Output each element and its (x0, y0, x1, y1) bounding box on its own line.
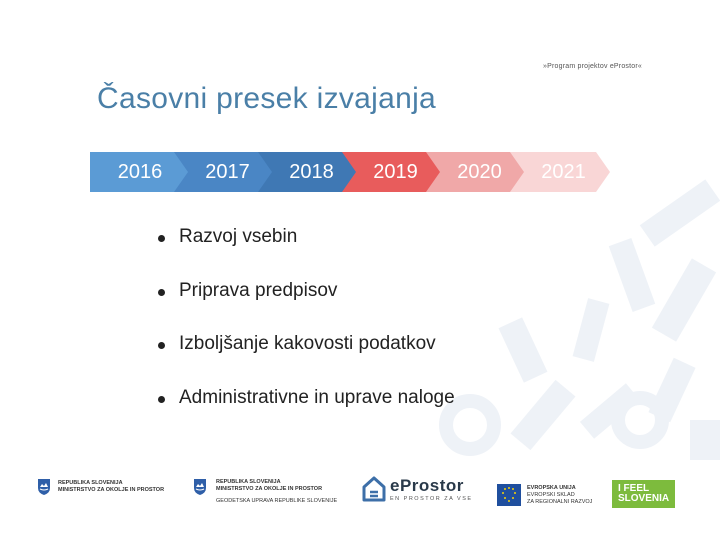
timeline-year-2017: 2017 (174, 152, 274, 192)
house-icon (362, 476, 386, 502)
timeline-year-2021: 2021 (510, 152, 610, 192)
timeline-year-2020: 2020 (426, 152, 526, 192)
bullet-list (158, 226, 455, 440)
ifeel-slovenia-logo: I FEEL SLOVENIA (612, 480, 675, 508)
bullet-item: Administrativne in uprave naloge (158, 387, 455, 441)
timeline-year-2019: 2019 (342, 152, 442, 192)
timeline-year-2018: 2018 (258, 152, 358, 192)
coat-of-arms-icon (38, 479, 50, 495)
survey-logo: REPUBLIKA SLOVENIJA MINISTRSTVO ZA OKOLJE IN PROSTOR GEODETSKA UPRAVA REPUBLIKE SLOVENIJE (194, 479, 337, 505)
eprostor-logo: eProstor EN PROSTOR ZA VSE (362, 476, 473, 502)
slide-title: Časovni presek izvajanja (97, 82, 437, 115)
timeline-year-2016: 2016 (90, 152, 190, 192)
bullet-item: Izboljšanje kakovosti podatkov (158, 333, 455, 387)
bullet-item: Razvoj vsebin (158, 226, 455, 280)
eu-flag-icon (497, 484, 521, 506)
eu-logo: EVROPSKA UNIJA EVROPSKI SKLAD ZA REGIONALNI RAZVOJ (497, 476, 592, 506)
footer-logos (0, 470, 720, 520)
bullet-dot-icon (158, 342, 165, 349)
bullet-dot-icon (158, 396, 165, 403)
bullet-item: Priprava predpisov (158, 280, 455, 334)
coat-of-arms-icon (194, 479, 206, 495)
bullet-dot-icon (158, 289, 165, 296)
bullet-dot-icon (158, 235, 165, 242)
timeline (90, 152, 610, 192)
program-label: »Program projektov eProstor« (543, 63, 642, 70)
ministry-logo: REPUBLIKA SLOVENIJA MINISTRSTVO ZA OKOLJE IN PROSTOR (38, 479, 164, 495)
